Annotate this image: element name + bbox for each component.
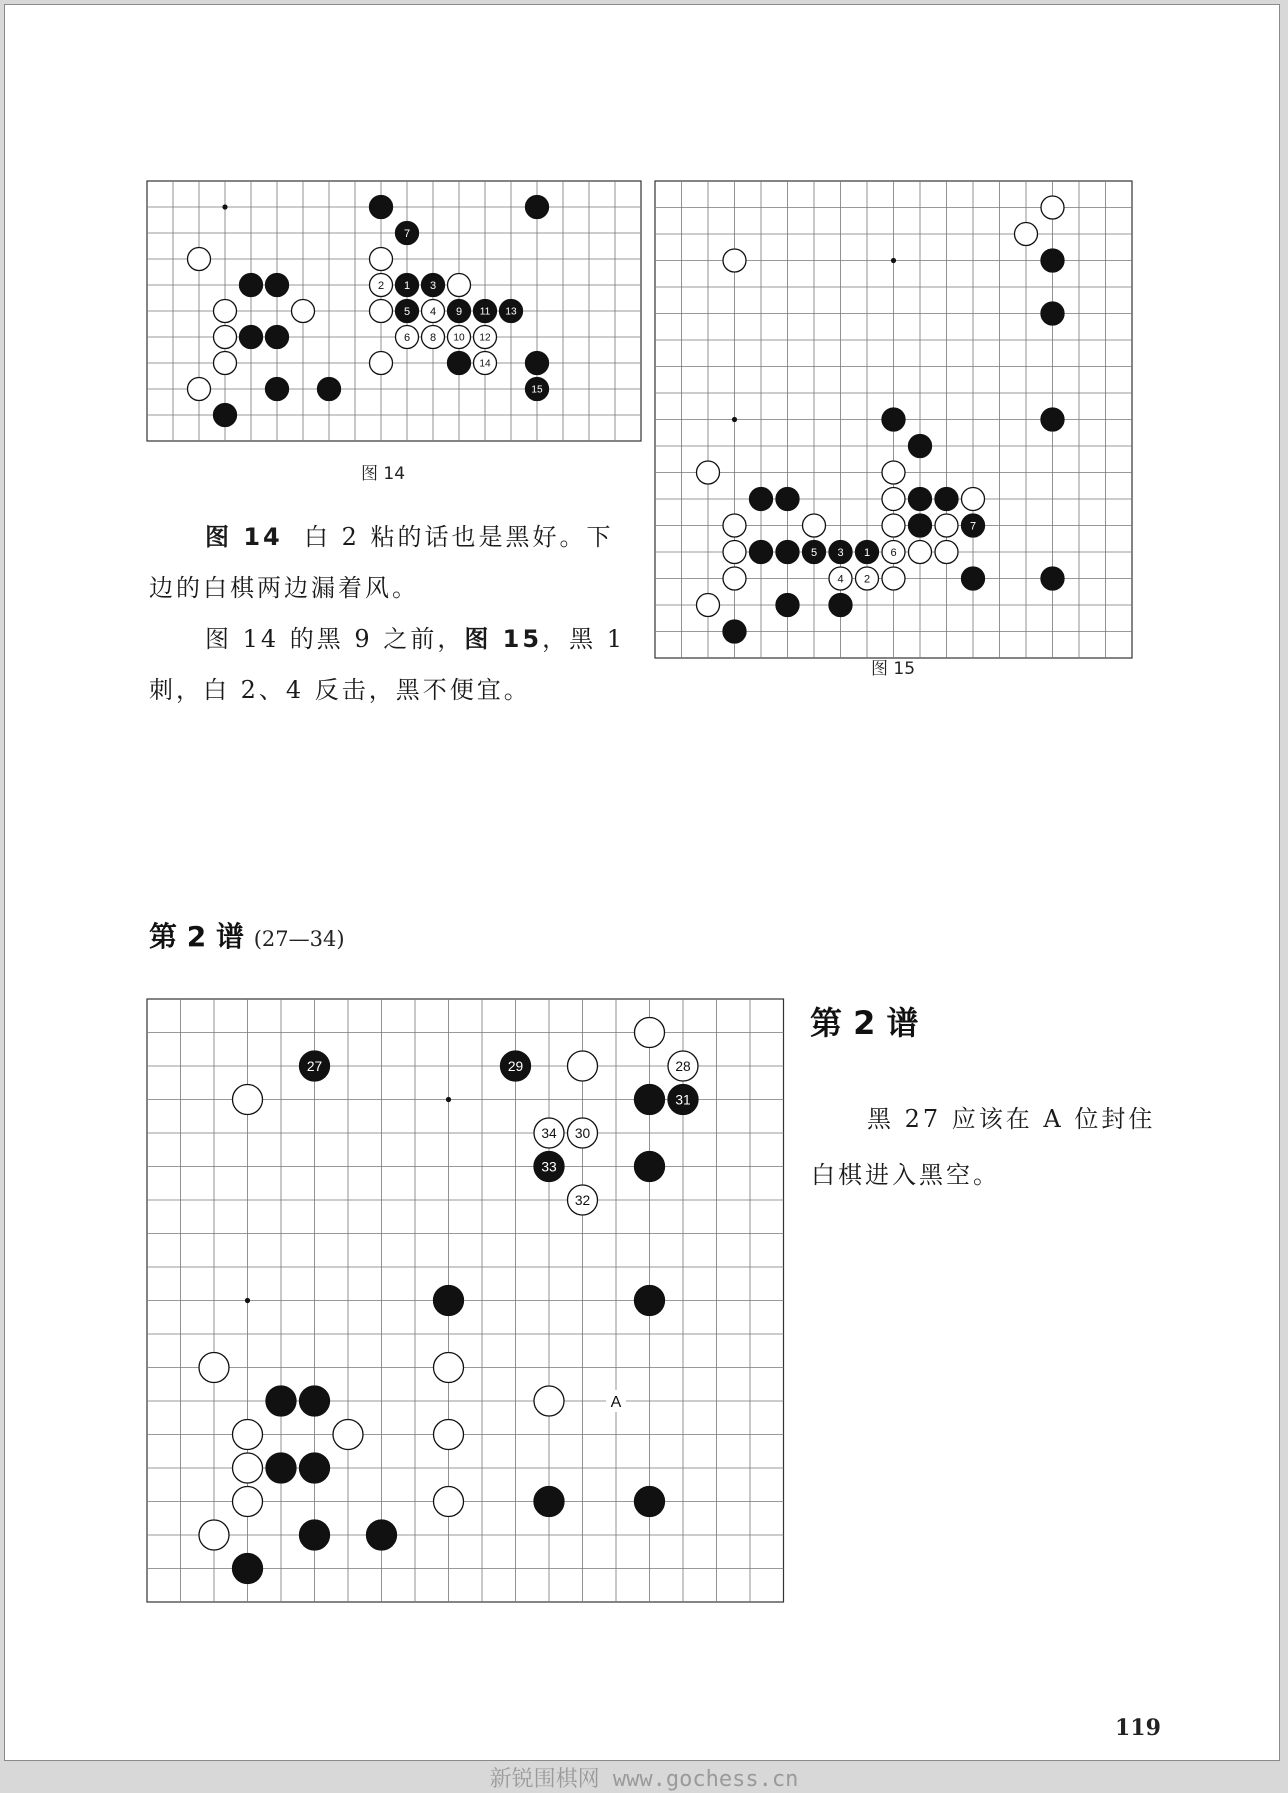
black-stone — [750, 488, 773, 511]
move-number: 12 — [479, 332, 491, 344]
move-number: 1 — [403, 279, 411, 292]
book-page — [4, 4, 1280, 1761]
black-stone — [240, 274, 263, 297]
star-point — [732, 417, 737, 422]
white-stone — [697, 461, 720, 484]
move-number: 13 — [505, 306, 517, 318]
star-point — [446, 1097, 451, 1102]
move-number: 11 — [479, 306, 491, 318]
white-stone — [199, 1353, 229, 1383]
white-stone — [1041, 196, 1064, 219]
white-stone — [233, 1420, 263, 1450]
move-number: 34 — [541, 1125, 557, 1141]
black-stone — [962, 567, 985, 590]
move-number: 32 — [574, 1192, 591, 1208]
white-stone — [370, 352, 393, 375]
black-stone — [526, 352, 549, 375]
move-number: 3 — [837, 546, 844, 559]
black-stone — [266, 274, 289, 297]
white-stone — [962, 488, 985, 511]
move-number: 30 — [574, 1125, 591, 1141]
side-line-2: 白棋进入黑空。 — [811, 1161, 1000, 1189]
black-stone — [882, 408, 905, 431]
move-number: 7 — [969, 520, 977, 533]
site-footer: 新锐围棋网 www.gochess.cn — [489, 1767, 799, 1792]
white-stone — [199, 1520, 229, 1550]
white-stone — [697, 594, 720, 617]
white-stone — [882, 461, 905, 484]
move-number: 2 — [377, 279, 385, 292]
page-number: 119 — [1115, 1715, 1161, 1741]
commentary-line-4: 刺，白 2、4 反击，黑不便宜。 — [149, 676, 531, 704]
move-number: 29 — [507, 1058, 524, 1074]
star-point — [222, 204, 227, 209]
white-stone — [909, 541, 932, 564]
white-stone — [233, 1487, 263, 1517]
commentary-line-3c: ，黑 1 — [542, 625, 625, 653]
move-number: 31 — [675, 1092, 691, 1108]
game-record-2-diagram — [147, 999, 783, 1609]
star-point — [891, 258, 896, 263]
section-heading — [149, 915, 345, 955]
black-stone — [300, 1520, 330, 1550]
white-stone — [568, 1051, 598, 1081]
black-stone — [526, 196, 549, 219]
move-number: 9 — [455, 305, 463, 318]
black-stone — [266, 1453, 296, 1483]
white-stone — [214, 326, 237, 349]
move-number: 2 — [863, 573, 871, 586]
white-stone — [448, 274, 471, 297]
black-stone — [635, 1085, 665, 1115]
move-number: 4 — [429, 305, 437, 318]
figure-14-commentary — [149, 512, 629, 716]
black-stone — [434, 1286, 464, 1316]
black-stone — [909, 514, 932, 537]
black-stone — [233, 1554, 263, 1584]
black-stone — [448, 352, 471, 375]
black-stone — [750, 541, 773, 564]
white-stone — [1015, 223, 1038, 246]
black-stone — [534, 1487, 564, 1517]
white-stone — [635, 1018, 665, 1048]
white-stone — [434, 1420, 464, 1450]
move-number: 28 — [675, 1058, 691, 1074]
white-stone — [803, 514, 826, 537]
black-stone — [1041, 249, 1064, 272]
black-stone — [635, 1487, 665, 1517]
white-stone — [370, 248, 393, 271]
white-stone — [333, 1420, 363, 1450]
move-number: 7 — [403, 227, 411, 240]
commentary-line-3a: 图 14 的黑 9 之前， — [205, 625, 465, 653]
move-number: 1 — [863, 546, 871, 559]
black-stone — [300, 1453, 330, 1483]
side-line-1: 黑 27 应该在 A 位封住 — [867, 1105, 1156, 1133]
move-number: 5 — [403, 305, 411, 318]
black-stone — [367, 1520, 397, 1550]
move-number: 6 — [890, 546, 897, 559]
move-number: 33 — [541, 1159, 557, 1175]
commentary-line-2: 边的白棋两边漏着风。 — [149, 574, 419, 602]
white-stone — [882, 514, 905, 537]
move-number: 3 — [429, 279, 437, 292]
black-stone — [635, 1152, 665, 1182]
move-number: 8 — [429, 331, 437, 344]
white-stone — [188, 248, 211, 271]
black-stone — [300, 1386, 330, 1416]
move-number: 10 — [453, 332, 465, 344]
white-stone — [434, 1353, 464, 1383]
star-point — [245, 1298, 250, 1303]
figure-15-diagram — [655, 181, 1133, 633]
white-stone — [723, 541, 746, 564]
move-number: 15 — [531, 384, 543, 396]
white-stone — [935, 514, 958, 537]
white-stone — [882, 488, 905, 511]
white-stone — [723, 514, 746, 537]
position-marker-a: A — [610, 1394, 622, 1411]
black-stone — [909, 435, 932, 458]
black-stone — [214, 404, 237, 427]
black-stone — [266, 326, 289, 349]
white-stone — [214, 352, 237, 375]
side-commentary — [811, 1091, 1281, 1203]
move-number: 5 — [810, 546, 818, 559]
white-stone — [723, 249, 746, 272]
section-move-range: (27—34) — [253, 927, 345, 951]
black-stone — [240, 326, 263, 349]
side-title: 第 2 谱 — [810, 1004, 919, 1042]
white-stone — [233, 1085, 263, 1115]
black-stone — [723, 620, 746, 643]
white-stone — [935, 541, 958, 564]
section-title: 第 2 谱 — [149, 920, 244, 953]
white-stone — [534, 1386, 564, 1416]
black-stone — [370, 196, 393, 219]
black-stone — [635, 1286, 665, 1316]
white-stone — [292, 300, 315, 323]
move-number: 14 — [479, 358, 491, 370]
black-stone — [776, 488, 799, 511]
black-stone — [776, 594, 799, 617]
move-number: 6 — [403, 331, 411, 344]
white-stone — [434, 1487, 464, 1517]
black-stone — [266, 378, 289, 401]
white-stone — [882, 567, 905, 590]
black-stone — [1041, 302, 1064, 325]
black-stone — [1041, 567, 1064, 590]
black-stone — [935, 488, 958, 511]
white-stone — [233, 1453, 263, 1483]
white-stone — [214, 300, 237, 323]
black-stone — [266, 1386, 296, 1416]
black-stone — [1041, 408, 1064, 431]
white-stone — [188, 378, 211, 401]
figure-14-caption: 图 14 — [361, 464, 406, 484]
figure-14-diagram — [147, 181, 627, 443]
white-stone — [370, 300, 393, 323]
move-number: 4 — [837, 573, 844, 586]
figure-14-label: 图 14 — [205, 523, 283, 551]
black-stone — [829, 594, 852, 617]
figure-15-reference: 图 15 — [464, 625, 543, 653]
move-number: 27 — [306, 1058, 323, 1074]
black-stone — [776, 541, 799, 564]
black-stone — [318, 378, 341, 401]
black-stone — [909, 488, 932, 511]
figure-15-caption: 图 15 — [871, 659, 916, 679]
white-stone — [723, 567, 746, 590]
commentary-line-1: 白 2 粘的话也是黑好。下 — [304, 523, 614, 551]
